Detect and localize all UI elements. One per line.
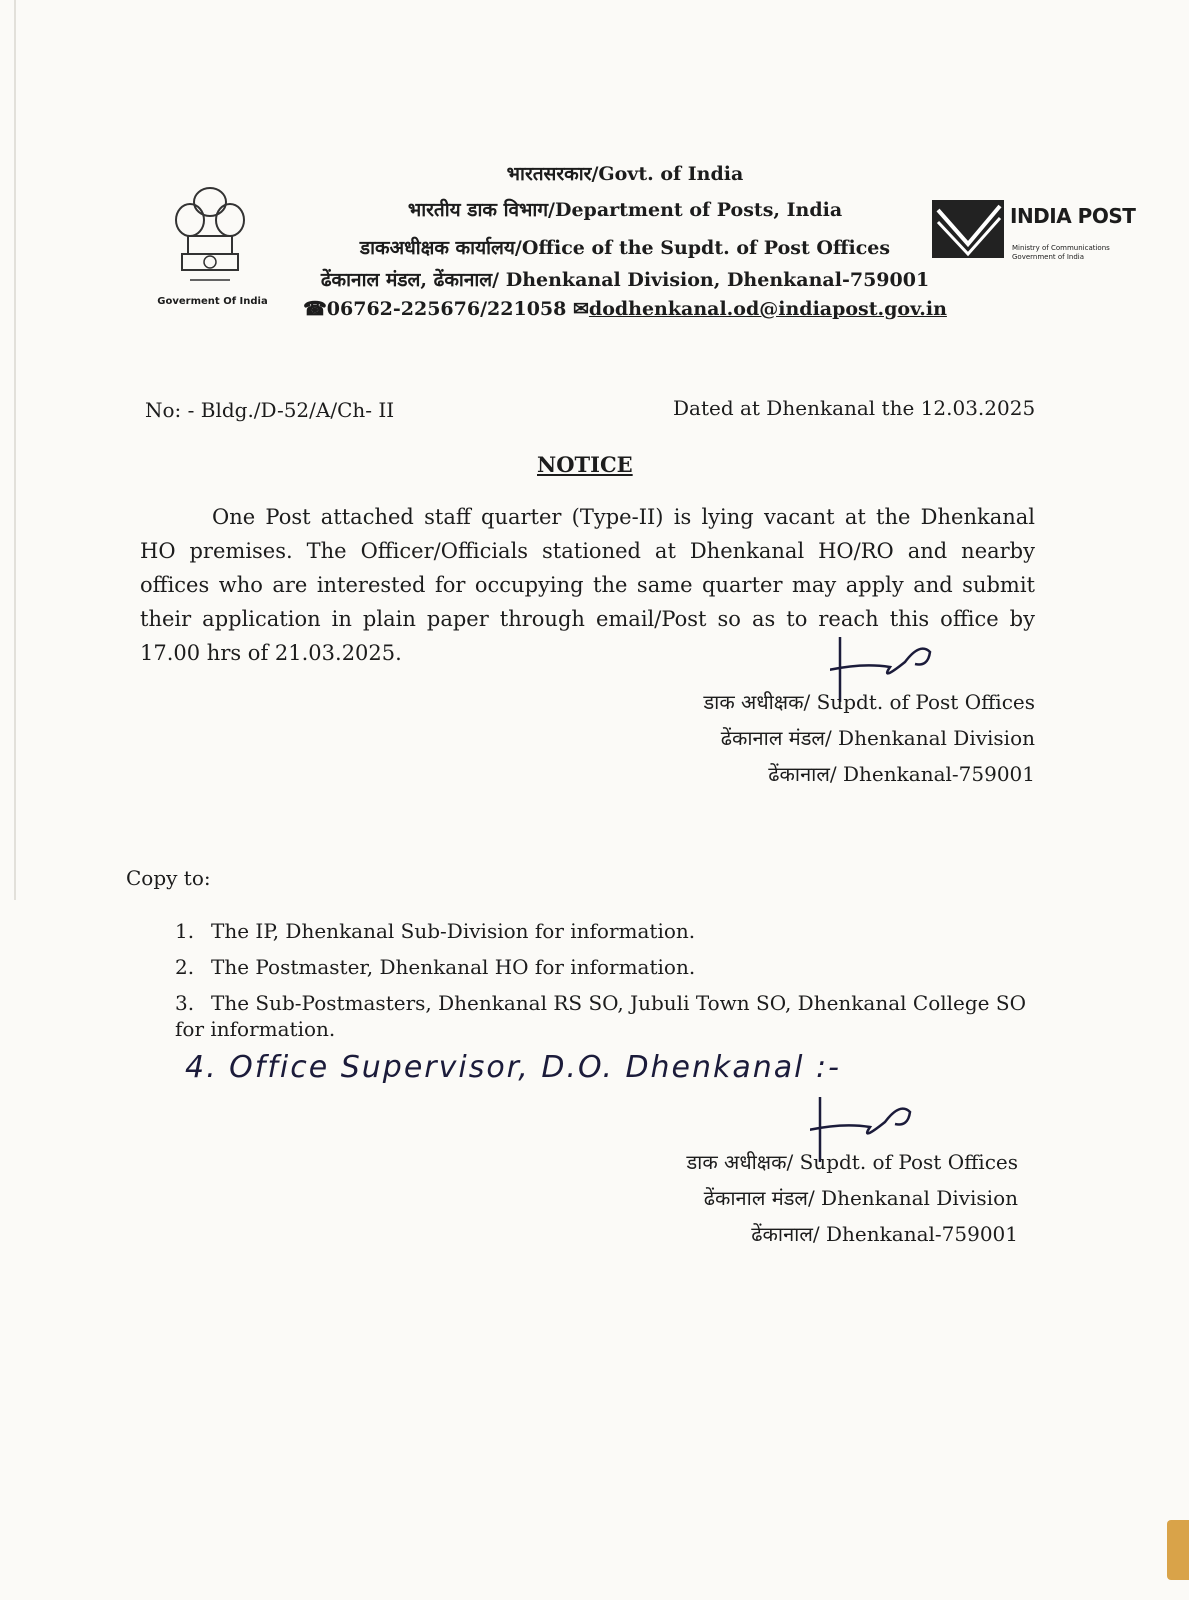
item-text: The Sub-Postmasters, Dhenkanal RS SO, Jubuli Town SO, Dhenkanal College SO for information. [175, 991, 1026, 1041]
phone-icon: ☎ [303, 298, 327, 320]
handwritten-copy-item: 4. Office Supervisor, D.O. Dhenkanal :- [185, 1050, 841, 1085]
sig1-line1: डाक अधीक्षक/ Supdt. of Post Offices [703, 690, 1035, 714]
signature-block-1 [640, 684, 1035, 792]
item-text: The IP, Dhenkanal Sub-Division for information. [211, 919, 696, 943]
national-emblem-icon [160, 180, 260, 294]
sig1-line3: ढेंकानाल/ Dhenkanal-759001 [768, 762, 1035, 786]
logo-subtitle [1012, 244, 1112, 262]
list-item [175, 954, 1035, 980]
emblem-caption: Goverment Of India [157, 296, 268, 307]
copy-to-list [175, 918, 1035, 1052]
header-division: ढेंकानाल मंडल, ढेंकानाल/ Dhenkanal Division, Dhenkanal-759001 [320, 269, 930, 291]
item-number: 2. [175, 955, 195, 979]
date-line: Dated at Dhenkanal the 12.03.2025 [673, 396, 1036, 420]
notice-body: One Post attached staff quarter (Type-II) is lying vacant at the Dhenkanal HO premises. The Officer/Officials stationed at Dhenkanal HO/RO and nearby offices who are interested for occupying the same quarter may apply and submit their application in plain paper through email/Post so as to reach this office by 17.00 hrs of 21.03.2025. [140, 505, 1035, 665]
logo-sub-line2: Government of India [1012, 253, 1085, 261]
india-post-logo-icon [930, 192, 1010, 262]
sig2-line1: डाक अधीक्षक/ Supdt. of Post Offices [686, 1150, 1018, 1174]
list-item [175, 918, 1035, 944]
header-contact [300, 298, 950, 320]
item-number: 3. [175, 991, 195, 1015]
copy-to-label: Copy to: [126, 866, 211, 890]
sig2-line3: ढेंकानाल/ Dhenkanal-759001 [751, 1222, 1018, 1246]
header-govt-india: भारतसरकार/Govt. of India [506, 163, 744, 185]
mail-icon: ✉ [572, 298, 589, 320]
header-department: भारतीय डाक विभाग/Department of Posts, India [407, 199, 843, 221]
item-number: 1. [175, 919, 195, 943]
email-link[interactable]: dodhenkanal.od@indiapost.gov.in [588, 298, 947, 320]
notice-title: NOTICE [537, 452, 633, 477]
reference-number: No: - Bldg./D-52/A/Ch- II [145, 398, 395, 422]
signature-block-2 [620, 1144, 1018, 1252]
sig1-line2: ढेंकानाल मंडल/ Dhenkanal Division [720, 726, 1035, 750]
list-item [175, 990, 1035, 1042]
page-edge-line [14, 0, 16, 900]
phone-number: 06762-225676/221058 [326, 298, 567, 320]
item-text: The Postmaster, Dhenkanal HO for information. [211, 955, 696, 979]
logo-sub-line1: Ministry of Communications [1012, 244, 1110, 252]
sig2-line2: ढेंकानाल मंडल/ Dhenkanal Division [703, 1186, 1018, 1210]
header-office: डाकअधीक्षक कार्यालय/Office of the Supdt. of Post Offices [359, 237, 891, 259]
logo-title: INDIA POST [1010, 204, 1136, 228]
stamp-edge [1167, 1520, 1189, 1580]
